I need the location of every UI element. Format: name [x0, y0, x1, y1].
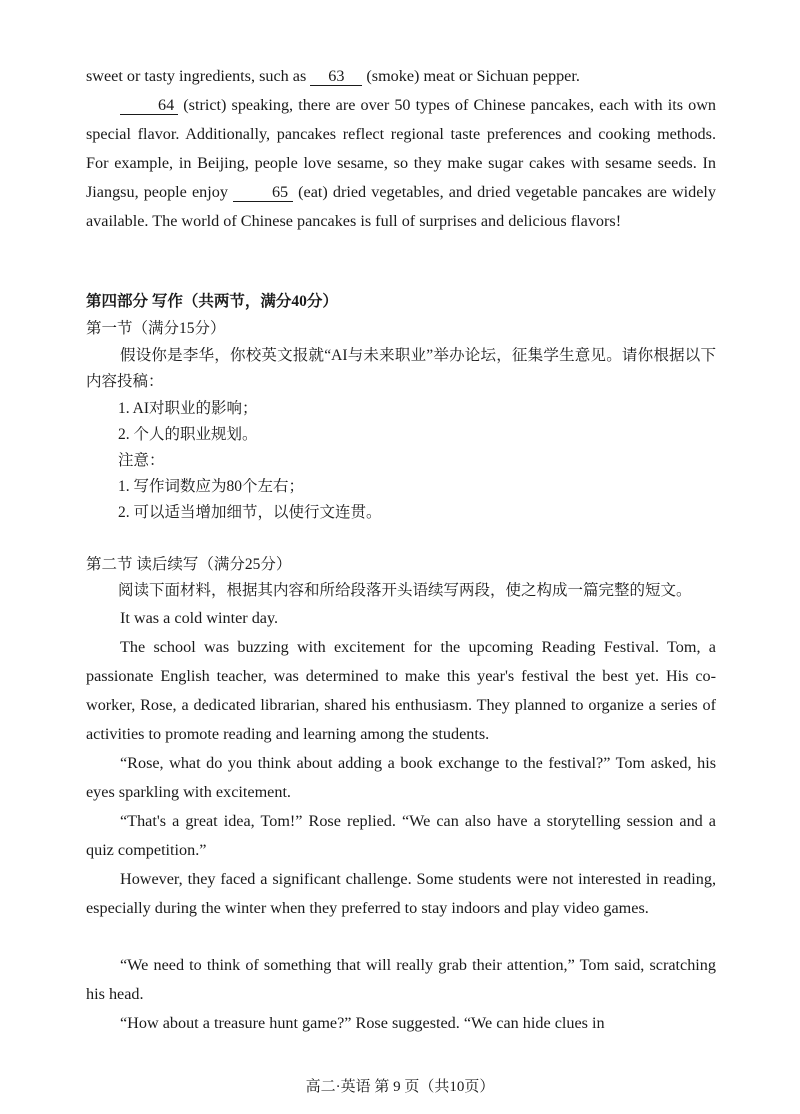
story-paragraph: It was a cold winter day.: [120, 609, 279, 627]
answer-blank-63: 63: [310, 67, 362, 86]
story-paragraph: “That's a great idea, Tom!” Rose replied. “We can also have a storytelling session and a quiz competition.”: [86, 812, 716, 859]
answer-blank-64: 64: [120, 96, 178, 115]
answer-blank-65: 65: [233, 183, 293, 202]
reading-text: (strict) speaking, there are over 50 types of Chinese pancakes, each with its own special flavor. Additionally, pancakes reflect regional taste preferences and cooking methods. For example, in Beijing, people love sesame, so they make sugar cakes with sesame seeds. In Jiangsu, people enjoy: [86, 96, 716, 201]
section1-note: 2. 可以适当增加细节，以使行文连贯。: [118, 504, 382, 521]
story-paragraph: “How about a treasure hunt game?” Rose suggested. “We can hide clues in: [120, 1014, 605, 1032]
section1-heading: 第一节（满分15分）: [86, 320, 226, 337]
reading-text: sweet or tasty ingredients, such as: [86, 67, 307, 85]
reading-text: (eat) dried vegetables, and dried vegetable pancakes are widely available. The world of Chinese pancakes is full of surprises and delicious flavors!: [86, 183, 716, 230]
reading-paragraph-1: [86, 62, 716, 91]
section1-item: 1. AI对职业的影响；: [118, 400, 258, 417]
story-paragraph: However, they faced a significant challenge. Some students were not interested in reading, especially during the winter when they preferred to stay indoors and play video games.: [86, 870, 716, 917]
story-paragraph: “Rose, what do you think about adding a book exchange to the festival?” Tom asked, his eyes sparkling with excitement.: [86, 754, 716, 801]
section1-item: 2. 个人的职业规划。: [118, 426, 258, 443]
page-footer: 高二·英语 第 9 页（共10页）: [305, 1079, 495, 1095]
part4-heading: 第四部分 写作（共两节，满分40分）: [86, 293, 338, 310]
story-paragraph: “We need to think of something that will really grab their attention,” Tom said, scratching his head.: [86, 956, 716, 1003]
reading-paragraph-2: [86, 91, 716, 236]
section1-prompt: 假设你是李华，你校英文报就“AI与未来职业”举办论坛，征集学生意见。请你根据以下内容投稿：: [86, 347, 716, 390]
section2-heading: 第二节 读后续写（满分25分）: [86, 556, 292, 573]
story-paragraph: The school was buzzing with excitement for the upcoming Reading Festival. Tom, a passionate English teacher, was determined to make this year's festival the best yet. His co-worker, Rose, a dedicated librarian, shared his enthusiasm. They planned to organize a series of activities to promote reading and learning among the students.: [86, 638, 716, 743]
note-label: 注意：: [118, 452, 165, 469]
section2-instruction: 阅读下面材料，根据其内容和所给段落开头语续写两段，使之构成一篇完整的短文。: [118, 582, 692, 599]
reading-text: (smoke) meat or Sichuan pepper.: [366, 67, 580, 85]
section1-note: 1. 写作词数应为80个左右；: [118, 478, 305, 495]
